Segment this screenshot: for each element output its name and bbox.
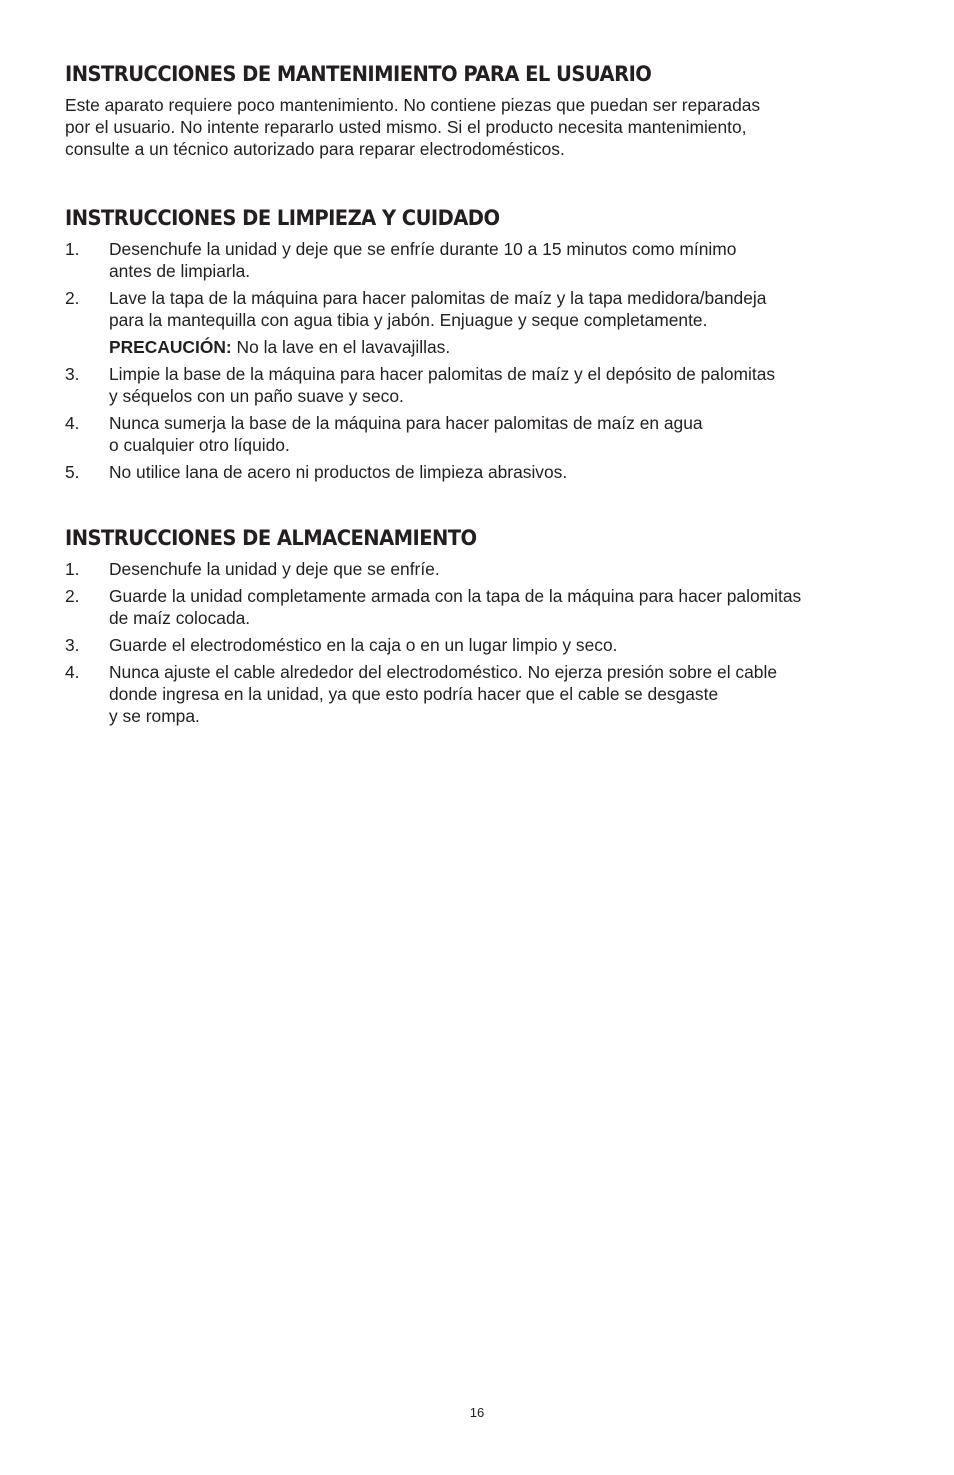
item-line: Limpie la base de la máquina para hacer palomitas de maíz y el depósito de palomitas [109,364,776,384]
item-text [109,558,895,580]
item-line: de maíz colocada. [109,608,251,628]
item-text [109,661,895,727]
list-item [65,287,895,358]
page-number: 16 [469,1405,485,1420]
section-spacer [65,488,895,520]
item-line: Desenchufe la unidad y deje que se enfríe durante 10 a 15 minutos como mínimo [109,239,737,259]
paragraph-line: por el usuario. No intente repararlo usted mismo. Si el producto necesita mantenimiento, [65,117,747,137]
list-item [65,363,895,407]
caution-note [109,336,895,358]
maintenance-paragraph [65,94,895,160]
list-item [65,661,895,727]
caution-text: No la lave en el lavavajillas. [231,337,451,357]
item-number: 4. [65,662,80,682]
item-line: y séquelos con un paño suave y seco. [109,386,404,406]
item-line: No utilice lana de acero ni productos de limpieza abrasivos. [109,462,568,482]
item-text [109,461,895,483]
cleaning-list [65,238,895,483]
list-item [65,238,895,282]
section-title-storage: INSTRUCCIONES DE ALMACENAMIENTO [65,526,477,550]
item-line: antes de limpiarla. [109,261,251,281]
item-number: 1. [65,559,80,579]
item-number: 2. [65,586,80,606]
item-line: Guarde el electrodoméstico en la caja o en un lugar limpio y seco. [109,635,618,655]
list-item [65,558,895,580]
list-item [65,461,895,483]
item-text [109,238,895,282]
item-text [109,585,895,629]
item-line: Nunca sumerja la base de la máquina para hacer palomitas de maíz en agua [109,413,703,433]
item-number: 4. [65,413,80,433]
storage-list [65,558,895,727]
list-item [65,412,895,456]
paragraph-line: consulte a un técnico autorizado para reparar electrodomésticos. [65,139,565,159]
item-line: Desenchufe la unidad y deje que se enfríe. [109,559,440,579]
section-title-maintenance: INSTRUCCIONES DE MANTENIMIENTO PARA EL USUARIO [65,62,652,86]
item-number: 2. [65,288,80,308]
caution-label: PRECAUCIÓN: [109,337,232,357]
item-line: para la mantequilla con agua tibia y jabón. Enjuague y seque completamente. [109,310,708,330]
item-text [109,363,895,407]
item-line: Lave la tapa de la máquina para hacer palomitas de maíz y la tapa medidora/bandeja [109,288,767,308]
list-item [65,585,895,629]
section-title-cleaning: INSTRUCCIONES DE LIMPIEZA Y CUIDADO [65,206,500,230]
item-text [109,412,895,456]
item-line: Nunca ajuste el cable alrededor del electrodoméstico. No ejerza presión sobre el cable [109,662,777,682]
item-text [109,287,895,358]
item-number: 1. [65,239,80,259]
item-line: Guarde la unidad completamente armada con la tapa de la máquina para hacer palomitas [109,586,802,606]
item-number: 5. [65,462,80,482]
item-line: y se rompa. [109,706,200,726]
item-number: 3. [65,635,80,655]
section-spacer [65,160,895,200]
item-line: o cualquier otro líquido. [109,435,290,455]
item-number: 3. [65,364,80,384]
document-page [65,56,895,732]
list-item [65,634,895,656]
item-line: donde ingresa en la unidad, ya que esto podría hacer que el cable se desgaste [109,684,719,704]
paragraph-line: Este aparato requiere poco mantenimiento. No contiene piezas que puedan ser reparadas [65,95,761,115]
item-text [109,634,895,656]
